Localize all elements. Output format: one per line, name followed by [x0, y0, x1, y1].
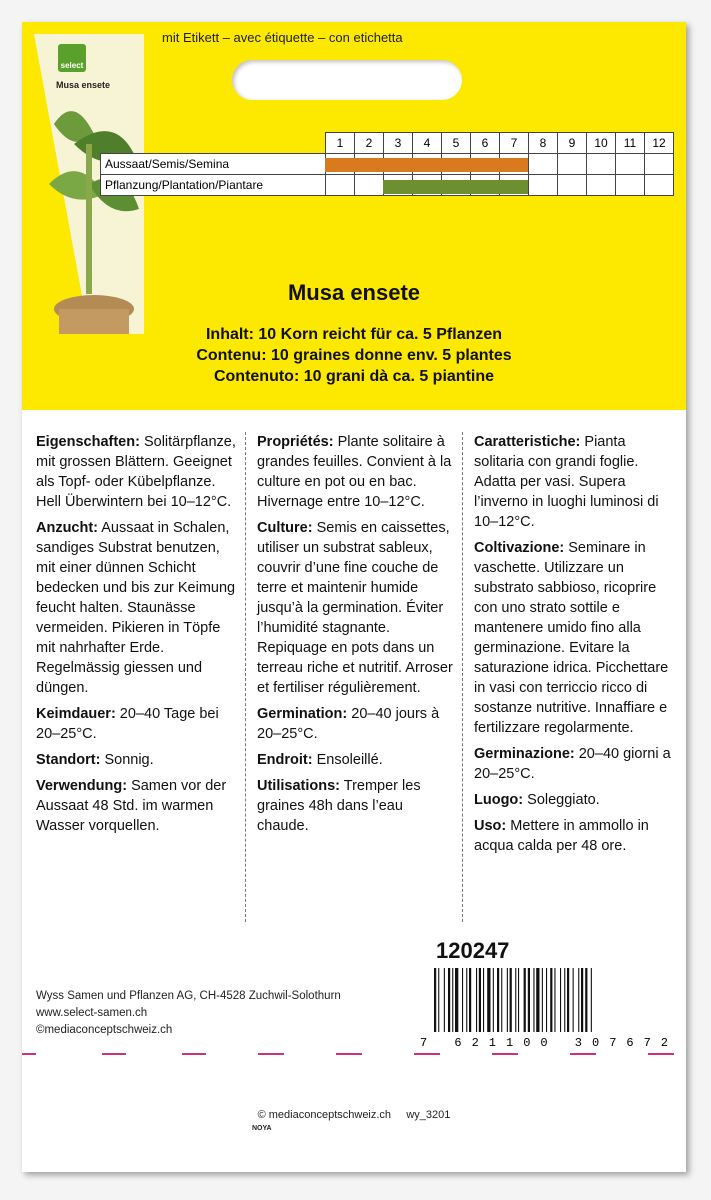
barcode-bar: [466, 968, 467, 1032]
company-name: Wyss Samen und Pflanzen AG, CH-4528 Zuchwil-Solothurn: [36, 990, 341, 1002]
contents-it: Contenuto: 10 grani dà ca. 5 piantine: [213, 368, 495, 385]
barcode-bar: [554, 968, 555, 1032]
paragraph-heading: Coltivazione:: [474, 540, 565, 556]
paragraph: [474, 816, 674, 856]
paragraph-heading: Luogo:: [474, 792, 524, 808]
barcode-bar: [533, 968, 534, 1032]
column-divider: [245, 432, 247, 922]
paragraph-text: Tremper les graines 48h dans l’eau chaude.: [257, 778, 421, 834]
barcode-bar: [546, 968, 547, 1032]
paragraph-text: Pianta solitaria con grandi foglie. Adatta per vasi. Supera l’inverno in luoghi luminosi di 10–12°C.: [474, 434, 659, 530]
paragraph-heading: Culture:: [257, 520, 313, 536]
copyright: ©mediaconceptschweiz.ch: [36, 1024, 173, 1036]
month-cell: 8: [529, 133, 558, 154]
barcode-bar: [497, 968, 499, 1032]
barcode-bar: [452, 968, 453, 1032]
month-cell: 10: [587, 133, 616, 154]
seed-packet-back: [22, 22, 686, 1172]
month-cell: 9: [558, 133, 587, 154]
paragraph-heading: Utilisations:: [257, 778, 340, 794]
paragraph-text: Mettere in ammollo in acqua calda per 48 ore.: [474, 818, 649, 854]
paragraph-heading: Keimdauer:: [36, 706, 116, 722]
paragraph-heading: Uso:: [474, 818, 507, 834]
select-logo: select: [58, 44, 86, 72]
paragraph: [36, 432, 236, 512]
barcode-bar: [564, 968, 565, 1032]
barcode: [420, 968, 670, 1048]
paragraph: [474, 744, 674, 784]
paragraph-text: Plante solitaire à grandes feuilles. Convient à la culture en pot ou en bac. Hivernage entre 10–12°C.: [257, 434, 452, 510]
barcode-bar: [524, 968, 526, 1032]
barcode-bar: [493, 968, 494, 1032]
paragraph: [474, 538, 674, 738]
barcode-bar: [455, 968, 458, 1032]
barcode-bar: [585, 968, 587, 1032]
paragraph-text: Aussaat in Schalen, sandiges Substrat benutzen, mit einer dünnen Schicht bedecken und bis zur Keimung feucht halten. Staunässe vermeiden. Pikieren in Töpfe mit nahrhafter Erde. Regelmässig giessen und düngen.: [36, 520, 236, 696]
paragraph-heading: Anzucht:: [36, 520, 99, 536]
barcode-bar: [501, 968, 502, 1032]
barcode-bar: [528, 968, 530, 1032]
paragraph: [257, 750, 457, 770]
barcode-bar: [444, 968, 445, 1032]
paragraph-text: Solitärpflanze, mit grossen Blättern. Geeignet als Topf- oder Kübelpflanze. Hell Überwintern bei 10–12°C.: [36, 434, 236, 510]
paragraph-text: Ensoleillé.: [312, 752, 383, 768]
barcode-bar: [567, 968, 569, 1032]
month-cell: 5: [442, 133, 471, 154]
print-code: wy_3201: [406, 1109, 451, 1121]
paragraph: [474, 790, 674, 810]
paragraph: [474, 432, 674, 532]
month-cell: 4: [413, 133, 442, 154]
etikett-note: mit Etikett – avec étiquette – con etichetta: [162, 30, 403, 45]
barcode-bar: [510, 968, 512, 1032]
paragraph-text: 20–40 giorni a 20–25°C.: [474, 746, 671, 782]
calendar-corner: [101, 133, 326, 154]
paragraph-text: 20–40 jours à 20–25°C.: [257, 706, 440, 742]
month-cell: 3: [384, 133, 413, 154]
barcode-bar: [483, 968, 484, 1032]
paragraph-text: 20–40 Tage bei 20–25°C.: [36, 706, 219, 742]
barcode-bar: [573, 968, 574, 1032]
product-title: Musa ensete: [287, 280, 421, 305]
paragraph: [257, 776, 457, 836]
perforation-line: [22, 1052, 686, 1056]
month-cell: 6: [471, 133, 500, 154]
month-cell: 12: [645, 133, 674, 154]
column-german: [36, 432, 236, 842]
paragraph: [36, 776, 236, 836]
row-label: Pflanzung/Plantation/Piantare: [101, 175, 326, 196]
paragraph-text: Samen vor der Aussaat 48 Std. im warmen Wasser vorquellen.: [36, 778, 227, 834]
barcode-bar: [581, 968, 583, 1032]
barcode-bar: [550, 968, 552, 1032]
barcode-bar: [476, 968, 477, 1032]
paragraph: [36, 750, 236, 770]
paragraph-heading: Verwendung:: [36, 778, 128, 794]
paragraph-heading: Caratteristiche:: [474, 434, 581, 450]
paragraph-heading: Propriétés:: [257, 434, 334, 450]
paragraph-text: Soleggiato.: [523, 792, 600, 808]
paragraph: [257, 432, 457, 512]
print-credit-line: [22, 1109, 686, 1121]
contents-block: [22, 324, 686, 387]
paragraph: [257, 518, 457, 698]
barcode-bar: [507, 968, 508, 1032]
barcode-digits: 7 621100 307672: [420, 1036, 668, 1048]
website: www.select-samen.ch: [36, 1007, 148, 1019]
footer-address: [36, 988, 341, 1039]
barcode-bar: [479, 968, 481, 1032]
barcode-bar: [487, 968, 490, 1032]
paragraph-heading: Germinazione:: [474, 746, 575, 762]
paragraph-heading: Endroit:: [257, 752, 313, 768]
paragraph-text: Seminare in vaschette. Utilizzare un substrato sabbioso, ricoprire con uno strato sottile e mantenere umido fino alla germinazione. Evitare la saturazione idrica. Picchettare in vasi con terriccio ricco di sostanze nutritive. Innaffiare e fertilizzare regolarmente.: [474, 540, 669, 736]
column-french: [257, 432, 457, 842]
paragraph-text: Sonnig.: [100, 752, 154, 768]
paragraph-text: Semis en caissettes, utiliser un substrat sableux, couvrir d’une fine couche de terre et maintenir humide jusqu’à la germination. Éviter l’humidité stagnante. Repiquage en pots dans un terreau riche et nutritif. Arroser et fertiliser régulièrement.: [257, 520, 453, 696]
barcode-bar: [591, 968, 592, 1032]
article-number: 120247: [436, 938, 510, 963]
paragraph-heading: Germination:: [257, 706, 348, 722]
paragraph-heading: Eigenschaften:: [36, 434, 140, 450]
barcode-bar: [560, 968, 561, 1032]
print-credit: © mediaconceptschweiz.ch: [257, 1109, 392, 1121]
barcode-bar: [515, 968, 516, 1032]
printer-logo: NOYA: [252, 1125, 272, 1132]
barcode-bar: [542, 968, 543, 1032]
barcode-bar: [518, 968, 519, 1032]
contents-de: Inhalt: 10 Korn reicht für ca. 5 Pflanzen: [205, 326, 503, 343]
barcode-bar: [438, 968, 439, 1032]
column-italian: [474, 432, 674, 862]
barcode-bar: [462, 968, 463, 1032]
month-cell: 2: [355, 133, 384, 154]
calendar-month-row: [101, 133, 674, 154]
month-cell: 1: [326, 133, 355, 154]
paragraph: [36, 704, 236, 744]
sowing-period-bar: [325, 158, 528, 172]
row-label: Aussaat/Semis/Semina: [101, 154, 326, 175]
barcode-bar: [536, 968, 539, 1032]
column-divider: [462, 432, 464, 922]
paragraph: [257, 704, 457, 744]
barcode-bar: [469, 968, 471, 1032]
barcode-bar: [434, 968, 436, 1032]
tag-name: Musa ensete: [56, 80, 111, 90]
barcode-bar: [448, 968, 450, 1032]
hang-hole: [232, 60, 462, 100]
barcode-bar: [578, 968, 579, 1032]
month-cell: 11: [616, 133, 645, 154]
contents-fr: Contenu: 10 graines donne env. 5 plantes: [196, 347, 512, 364]
planting-period-bar: [383, 180, 528, 194]
paragraph: [36, 518, 236, 698]
paragraph-heading: Standort:: [36, 752, 101, 768]
month-cell: 7: [500, 133, 529, 154]
